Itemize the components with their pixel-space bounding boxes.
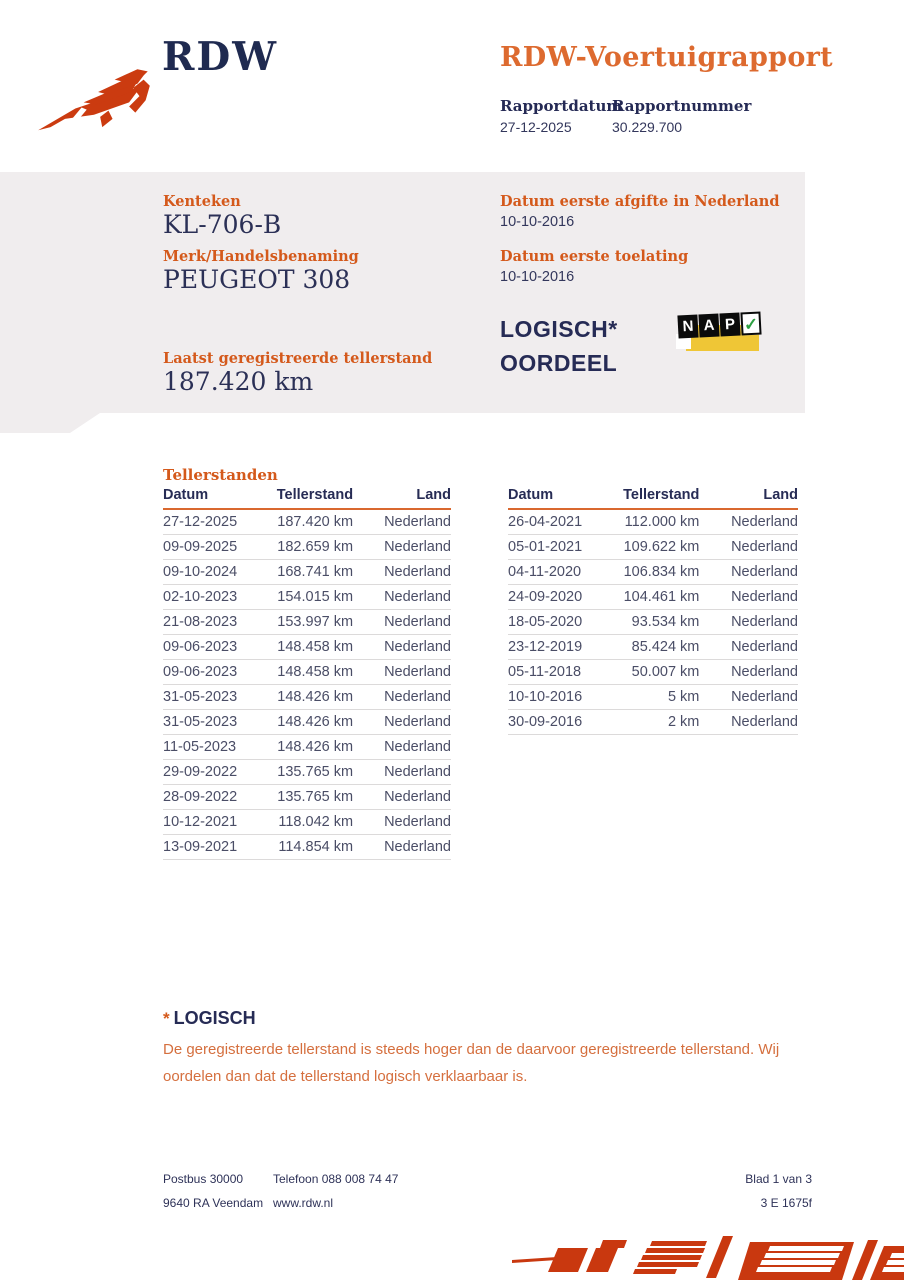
tellerstanden-table-left bbox=[163, 487, 451, 860]
datum-cell: 21-08-2023 bbox=[163, 610, 272, 635]
tellerstand-cell: 135.765 km bbox=[272, 785, 353, 810]
tellerstand-cell: 109.622 km bbox=[618, 535, 699, 560]
column-header-datum: Datum bbox=[508, 487, 618, 509]
tellerstand-cell: 148.426 km bbox=[272, 685, 353, 710]
land-cell: Nederland bbox=[353, 835, 451, 860]
tellerstand-cell: 148.458 km bbox=[272, 660, 353, 685]
tellerstand-cell: 85.424 km bbox=[618, 635, 699, 660]
footer-website: www.rdw.nl bbox=[273, 1196, 334, 1210]
datum-cell: 31-05-2023 bbox=[163, 685, 272, 710]
land-cell: Nederland bbox=[353, 560, 451, 585]
footer-postbus: Postbus 30000 bbox=[163, 1172, 244, 1186]
tellerstand-row bbox=[163, 635, 451, 660]
tellerstand-row bbox=[163, 685, 451, 710]
datum-cell: 23-12-2019 bbox=[508, 635, 618, 660]
land-cell: Nederland bbox=[699, 610, 798, 635]
eerste-toelating-label: Datum eerste toelating bbox=[500, 248, 689, 265]
tellerstand-cell: 148.426 km bbox=[272, 710, 353, 735]
laatste-tellerstand-label: Laatst geregistreerde tellerstand bbox=[163, 350, 433, 367]
column-header-tellerstand: Tellerstand bbox=[272, 487, 353, 509]
page-title: RDW-Voertuigrapport bbox=[500, 42, 833, 73]
eerste-toelating-value: 10-10-2016 bbox=[500, 269, 575, 285]
report-number-value: 30.229.700 bbox=[612, 119, 683, 135]
land-cell: Nederland bbox=[699, 585, 798, 610]
tellerstand-row bbox=[508, 685, 798, 710]
nap-checkmark-icon: ✓ bbox=[740, 311, 761, 335]
land-cell: Nederland bbox=[699, 660, 798, 685]
datum-cell: 28-09-2022 bbox=[163, 785, 272, 810]
land-cell: Nederland bbox=[353, 535, 451, 560]
land-cell: Nederland bbox=[353, 810, 451, 835]
column-header-land: Land bbox=[353, 487, 451, 509]
tellerstand-row bbox=[508, 560, 798, 585]
land-cell: Nederland bbox=[699, 635, 798, 660]
tellerstand-row bbox=[508, 660, 798, 685]
eerste-afgifte-label: Datum eerste afgifte in Nederland bbox=[500, 193, 780, 210]
land-cell: Nederland bbox=[353, 685, 451, 710]
laatste-tellerstand-value: 187.420 km bbox=[163, 367, 314, 396]
tellerstand-cell: 114.854 km bbox=[272, 835, 353, 860]
tellerstand-cell: 93.534 km bbox=[618, 610, 699, 635]
tellerstand-row bbox=[508, 535, 798, 560]
datum-cell: 24-09-2020 bbox=[508, 585, 618, 610]
land-cell: Nederland bbox=[353, 509, 451, 535]
land-cell: Nederland bbox=[353, 760, 451, 785]
tellerstand-row bbox=[163, 509, 451, 535]
datum-cell: 13-09-2021 bbox=[163, 835, 272, 860]
land-cell: Nederland bbox=[353, 660, 451, 685]
tellerstanden-section-title: Tellerstanden bbox=[163, 466, 278, 484]
merk-value: PEUGEOT 308 bbox=[163, 265, 351, 294]
report-date-label: Rapportdatum bbox=[500, 97, 623, 115]
tellerstand-row bbox=[163, 710, 451, 735]
nap-logo bbox=[676, 311, 764, 359]
tellerstand-cell: 5 km bbox=[618, 685, 699, 710]
logisch-footnote-heading bbox=[163, 1008, 256, 1029]
footnote-title: LOGISCH bbox=[173, 1008, 256, 1028]
tellerstand-row bbox=[163, 560, 451, 585]
tellerstand-cell: 50.007 km bbox=[618, 660, 699, 685]
land-cell: Nederland bbox=[699, 535, 798, 560]
footer-phone: Telefoon 088 008 74 47 bbox=[273, 1172, 399, 1186]
tellerstand-cell: 154.015 km bbox=[272, 585, 353, 610]
land-cell: Nederland bbox=[353, 735, 451, 760]
kenteken-label: Kenteken bbox=[163, 193, 241, 210]
footer-page-indicator: Blad 1 van 3 bbox=[745, 1172, 812, 1186]
rdw-speed-stripes-graphic bbox=[500, 1232, 904, 1280]
table-header-row bbox=[163, 487, 451, 509]
datum-cell: 26-04-2021 bbox=[508, 509, 618, 535]
tellerstand-row bbox=[163, 810, 451, 835]
land-cell: Nederland bbox=[699, 710, 798, 735]
datum-cell: 31-05-2023 bbox=[163, 710, 272, 735]
tellerstand-row bbox=[163, 835, 451, 860]
tellerstand-row bbox=[163, 610, 451, 635]
nap-letter-tile: P bbox=[719, 312, 740, 336]
datum-cell: 05-11-2018 bbox=[508, 660, 618, 685]
datum-cell: 29-09-2022 bbox=[163, 760, 272, 785]
summary-box-tail bbox=[0, 413, 100, 433]
footer-city: 9640 RA Veendam bbox=[163, 1196, 264, 1210]
datum-cell: 18-05-2020 bbox=[508, 610, 618, 635]
tellerstanden-table-right bbox=[508, 487, 798, 735]
land-cell: Nederland bbox=[699, 685, 798, 710]
tellerstand-cell: 104.461 km bbox=[618, 585, 699, 610]
tellerstand-row bbox=[163, 585, 451, 610]
datum-cell: 09-06-2023 bbox=[163, 660, 272, 685]
land-cell: Nederland bbox=[353, 785, 451, 810]
column-header-land: Land bbox=[699, 487, 798, 509]
tellerstand-cell: 148.458 km bbox=[272, 635, 353, 660]
tellerstand-cell: 106.834 km bbox=[618, 560, 699, 585]
logisch-footnote-body: De geregistreerde tellerstand is steeds hoger dan de daarvoor geregistreerde tellerstand. Wij oordelen dan dat de tellerstand logisch verklaarbaar is. bbox=[163, 1041, 780, 1085]
report-number-label: Rapportnummer bbox=[612, 97, 752, 115]
datum-cell: 27-12-2025 bbox=[163, 509, 272, 535]
report-date-value: 27-12-2025 bbox=[500, 119, 572, 135]
oordeel-verdict bbox=[500, 312, 618, 380]
footnote-asterisk: * bbox=[163, 1009, 170, 1028]
tellerstand-row bbox=[508, 710, 798, 735]
land-cell: Nederland bbox=[699, 560, 798, 585]
tellerstand-row bbox=[163, 535, 451, 560]
nap-letter-tile: A bbox=[698, 313, 719, 337]
datum-cell: 04-11-2020 bbox=[508, 560, 618, 585]
datum-cell: 09-10-2024 bbox=[163, 560, 272, 585]
oordeel-line2: OORDEEL bbox=[500, 350, 618, 376]
tellerstand-cell: 182.659 km bbox=[272, 535, 353, 560]
tellerstand-row bbox=[508, 610, 798, 635]
datum-cell: 10-12-2021 bbox=[163, 810, 272, 835]
tellerstand-cell: 148.426 km bbox=[272, 735, 353, 760]
datum-cell: 11-05-2023 bbox=[163, 735, 272, 760]
tellerstand-cell: 168.741 km bbox=[272, 560, 353, 585]
oordeel-line1: LOGISCH* bbox=[500, 316, 618, 342]
land-cell: Nederland bbox=[353, 635, 451, 660]
eerste-afgifte-value: 10-10-2016 bbox=[500, 214, 575, 230]
tellerstand-row bbox=[163, 735, 451, 760]
land-cell: Nederland bbox=[353, 710, 451, 735]
datum-cell: 02-10-2023 bbox=[163, 585, 272, 610]
tellerstand-row bbox=[163, 760, 451, 785]
rdw-wordmark: RDW bbox=[162, 34, 279, 80]
tellerstand-row bbox=[508, 585, 798, 610]
tellerstand-cell: 112.000 km bbox=[618, 509, 699, 535]
tellerstand-row bbox=[508, 635, 798, 660]
land-cell: Nederland bbox=[353, 610, 451, 635]
kenteken-value: KL-706-B bbox=[163, 210, 282, 239]
datum-cell: 10-10-2016 bbox=[508, 685, 618, 710]
tellerstand-cell: 2 km bbox=[618, 710, 699, 735]
tellerstand-cell: 187.420 km bbox=[272, 509, 353, 535]
column-header-tellerstand: Tellerstand bbox=[618, 487, 699, 509]
merk-label: Merk/Handelsbenaming bbox=[163, 248, 359, 265]
datum-cell: 30-09-2016 bbox=[508, 710, 618, 735]
footer-doc-code: 3 E 1675f bbox=[760, 1196, 812, 1210]
tellerstand-row bbox=[508, 509, 798, 535]
datum-cell: 05-01-2021 bbox=[508, 535, 618, 560]
land-cell: Nederland bbox=[699, 509, 798, 535]
nap-letter-tile: N bbox=[677, 314, 698, 338]
datum-cell: 09-09-2025 bbox=[163, 535, 272, 560]
rdw-feather-logo-icon bbox=[34, 50, 156, 134]
datum-cell: 09-06-2023 bbox=[163, 635, 272, 660]
tellerstand-cell: 153.997 km bbox=[272, 610, 353, 635]
table-header-row bbox=[508, 487, 798, 509]
tellerstand-row bbox=[163, 785, 451, 810]
column-header-datum: Datum bbox=[163, 487, 272, 509]
tellerstand-cell: 135.765 km bbox=[272, 760, 353, 785]
land-cell: Nederland bbox=[353, 585, 451, 610]
tellerstand-row bbox=[163, 660, 451, 685]
tellerstand-cell: 118.042 km bbox=[272, 810, 353, 835]
